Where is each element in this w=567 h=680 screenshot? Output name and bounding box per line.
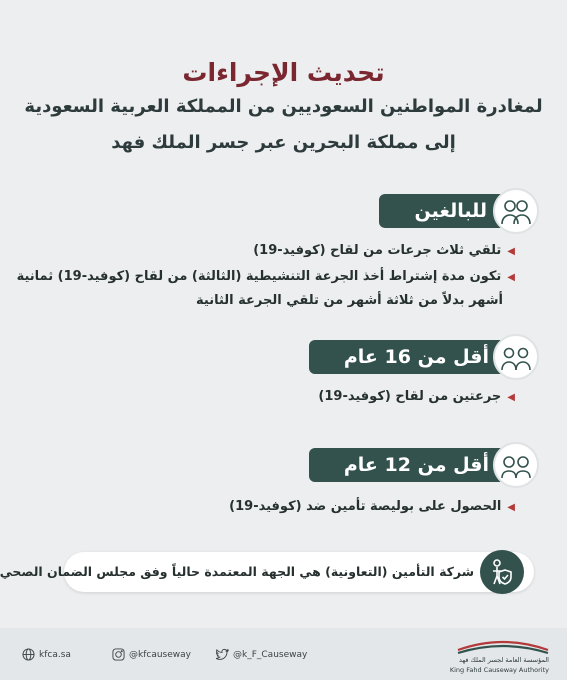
section-under-16-label: أقل من 16 عام <box>309 340 519 374</box>
footer <box>0 628 567 680</box>
twitter-link[interactable]: @k_F_Causeway <box>216 648 307 661</box>
bullet-arrow-icon: ◀ <box>507 246 515 257</box>
list-item: ◀تكون مدة إشتراط أخذ الجرعة التنشيطية (الثالثة) من لقاح (كوفيد-19) ثمانية <box>16 269 515 284</box>
subtitle-line-2: إلى مملكة البحرين عبر جسر الملك فهد <box>111 132 456 153</box>
list-item-continued: أشهر بدلاً من ثلاثة أشهر من تلقي الجرعة الثانية <box>196 293 503 308</box>
kfca-logo: المؤسسة العامة لجسر الملك فهد King Fahd Causeway Authority <box>443 636 553 676</box>
teens-icon <box>493 334 539 380</box>
insurance-shield-icon <box>480 550 524 594</box>
insurance-note-text: شركة التأمين (التعاونية) هي الجهة المعتمدة حالياً وفق مجلس الضمان الصحي <box>0 564 474 579</box>
page-title: تحديث الإجراءات <box>182 58 385 87</box>
bullet-arrow-icon: ◀ <box>507 392 515 403</box>
instagram-link[interactable]: @kfcauseway <box>112 648 191 661</box>
twitter-icon <box>216 648 229 661</box>
list-item: ◀الحصول على بوليصة تأمين ضد (كوفيد-19) <box>229 499 515 514</box>
adults-icon <box>493 188 539 234</box>
instagram-icon <box>112 648 125 661</box>
section-adults-label: للبالغين <box>379 194 519 228</box>
globe-icon <box>22 648 35 661</box>
section-under-12-label: أقل من 12 عام <box>309 448 519 482</box>
bullet-arrow-icon: ◀ <box>507 272 515 283</box>
list-item: ◀تلقي ثلاث جرعات من لقاح (كوفيد-19) <box>253 243 515 258</box>
bridge-logo-icon <box>453 636 553 656</box>
subtitle-line-1: لمغادرة المواطنين السعوديين من المملكة العربية السعودية <box>24 96 543 117</box>
children-icon <box>493 442 539 488</box>
list-item: ◀جرعتين من لقاح (كوفيد-19) <box>318 389 515 404</box>
bullet-arrow-icon: ◀ <box>507 502 515 513</box>
website-link[interactable]: kfca.sa <box>22 648 71 661</box>
insurance-note <box>0 552 534 592</box>
